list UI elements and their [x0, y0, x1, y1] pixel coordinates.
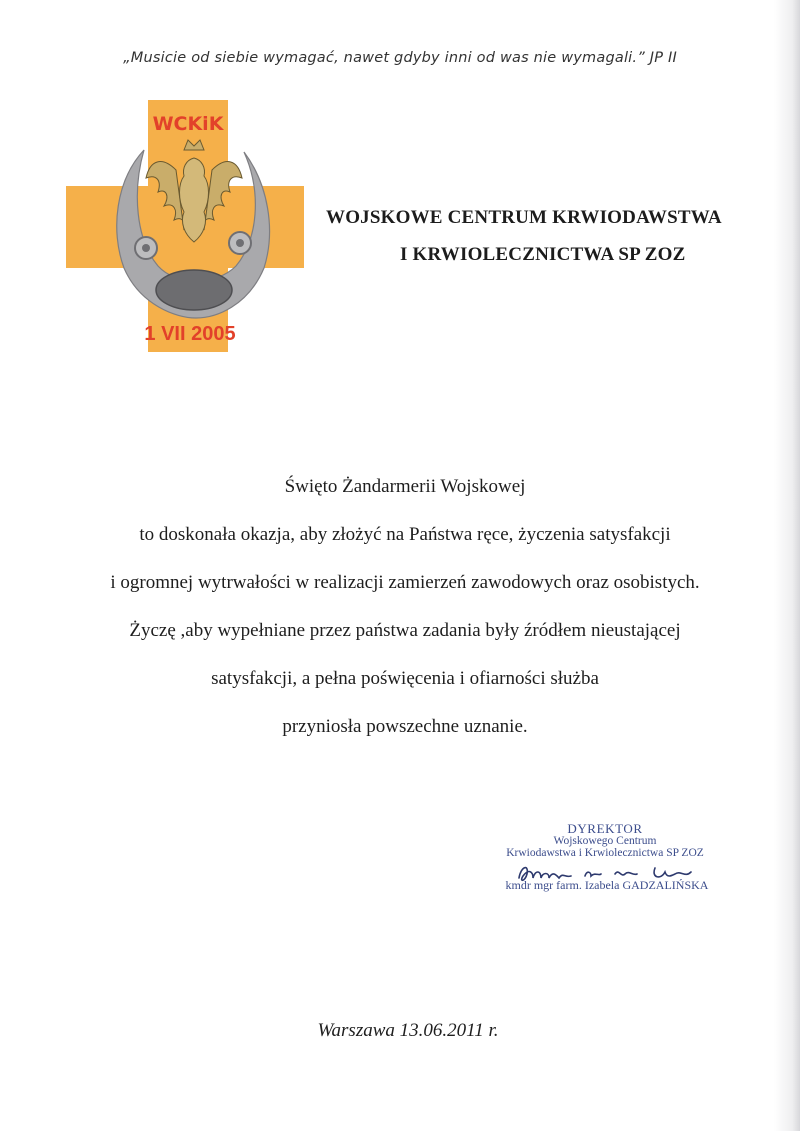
gorget-oval [156, 270, 232, 310]
director-stamp [490, 822, 720, 859]
left-rosette-center [142, 244, 150, 252]
stamp-title: DYREKTOR [567, 821, 643, 836]
body-line: i ogromnej wytrwałości w realizacji zamierzeń zawodowych oraz osobistych. [110, 572, 700, 593]
emblem-bottom-text: 1 VII 2005 [144, 323, 236, 345]
place-and-date: Warszawa 13.06.2011 r. [317, 1020, 499, 1041]
letter-body [60, 463, 750, 751]
stamp-line-1: Wojskowego Centrum [553, 835, 657, 847]
body-line: to doskonała okazja, aby złożyć na Państwa ręce, życzenia satysfakcji [139, 524, 671, 545]
page-edge-shadow [774, 0, 800, 1131]
wckik-emblem [66, 100, 304, 352]
institution-name-line1: WOJSKOWE CENTRUM KRWIODAWSTWA [326, 207, 722, 228]
right-rosette-center [236, 239, 244, 247]
institution-name-line2: I KRWIOLECZNICTWA SP ZOZ [400, 244, 686, 265]
body-line: Życzę ,aby wypełniane przez państwa zadania były źródłem nieustającej [129, 620, 681, 641]
body-line: przyniosła powszechne uznanie. [282, 716, 528, 737]
emblem-top-text: WCKiK [152, 113, 224, 135]
header-quote: „Musicie od siebie wymagać, nawet gdyby inni od was nie wymagali.” JP II [123, 50, 677, 66]
stamp-name: kmdr mgr farm. Izabela GADZALIŃSKA [505, 878, 709, 892]
body-line: satysfakcji, a pełna poświęcenia i ofiarności służba [211, 668, 599, 689]
emblem-graphic [66, 100, 304, 352]
body-line: Święto Żandarmerii Wojskowej [284, 476, 526, 497]
stamp-line-2: Krwiodawstwa i Krwiolecznictwa SP ZOZ [506, 847, 704, 859]
eagle-body [180, 158, 209, 242]
